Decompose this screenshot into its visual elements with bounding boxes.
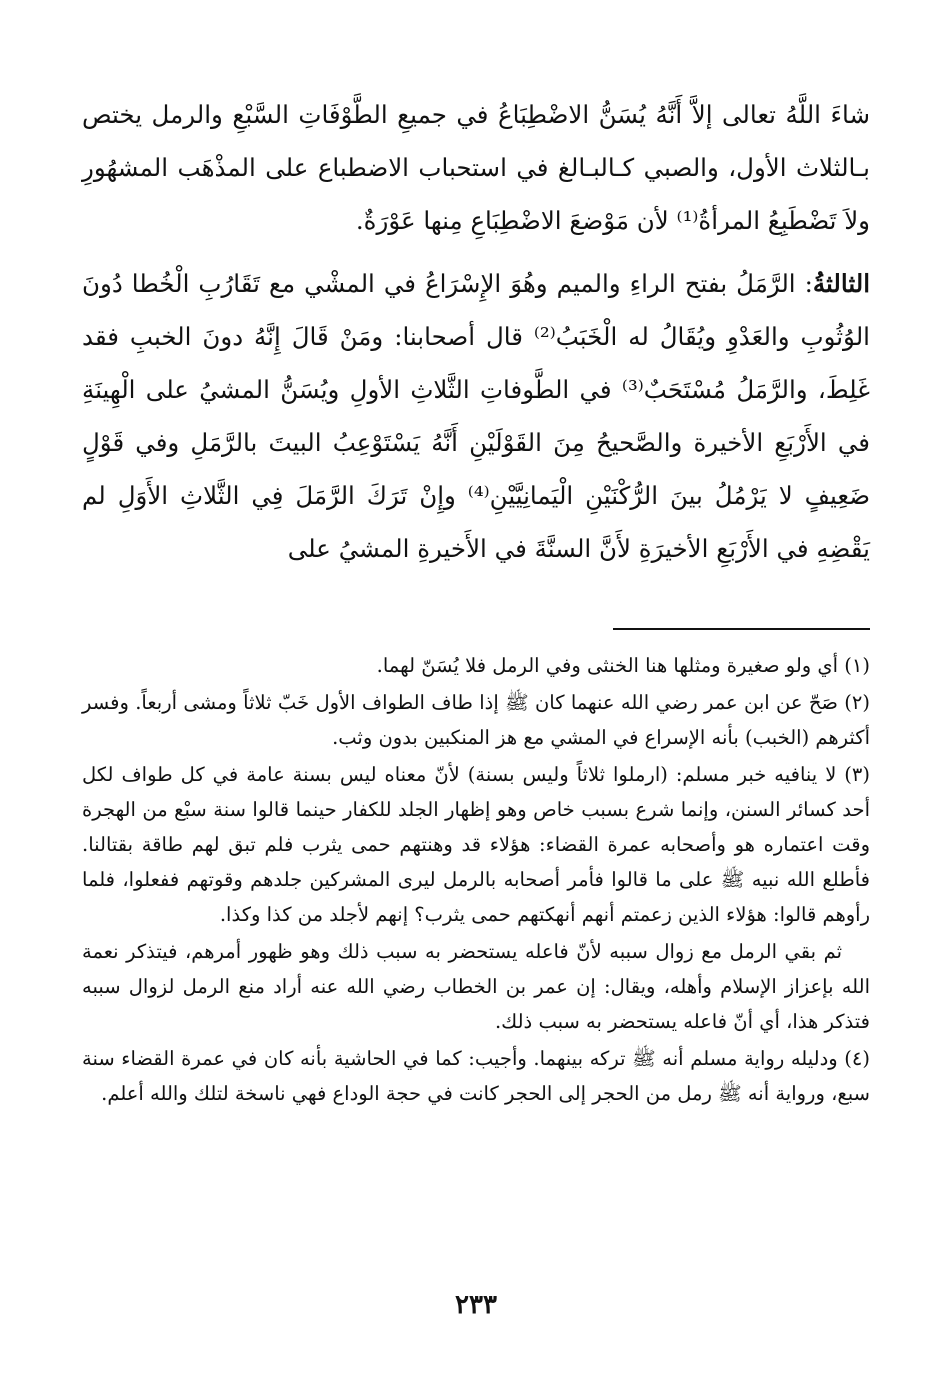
footnote-2: (٢) صَحّ عن ابن عمر رضي الله عنهما كان ﷺ إذا طاف الطواف الأول خَبّ ثلاثاً ومشى أربعاً. وفسر أكثرهم (الخبب) بأنه الإسراع في المشي مع هز المنكبين بدون وثب. <box>82 691 870 749</box>
main-paragraph-1: شاءَ اللَّهُ تعالى إلاَّ أَنَّهُ يُسَنُّ الاضْطِبَاعُ في جميعِ الطَّوْفَاتِ السَّبْعِ والرمل يختص بـالثلاث الأول، والصبي كـالبـالغ في استحباب الاضطباع على المذْهَب المشهُورِ ولاَ تَضْطَبِعُ المرأةُ⁽¹⁾ لأن مَوْضعَ الاضْطِبَاعِ مِنها عَوْرَةٌ. <box>82 100 870 235</box>
page-number: ٢٣٣ <box>455 1290 497 1320</box>
main-paragraph-2 <box>82 257 870 575</box>
footnote-3: (٣) لا ينافيه خبر مسلم: (ارملوا ثلاثاً وليس بسنة) لأنّ معناه ليس بسنة عامة في كل طواف لكل أحد كسائر السنن، وإنما شرع بسبب خاص وهو إظهار الجلد للكفار حينما قالوا سنة سبْع من الهجرة وقت اعتماره هو وأصحابه عمرة القضاء: هؤلاء قد وهنتهم حمى يثرب فلم تبق لهم طاقة بقتالنا. فأطلع الله نبيه ﷺ على ما قالوا فأمر أصحابه بالرمل ليرى المشركين جلدهم وقوتهم ففعلوا، فلما رأوهم قالوا: هؤلاء الذين زعمتم أنهم أنهكتهم حمى يثرب؟ إنهم لأجلد من كذا وكذا. <box>82 763 870 926</box>
footnote-1: (١) أي ولو صغيرة ومثلها هنا الخنثى وفي الرمل فلا يُسَنّ لهما. <box>376 654 870 677</box>
footnote-4: (٤) ودليله رواية مسلم أنه ﷺ تركه بينهما. وأجيب: كما في الحاشية بأنه كان في عمرة القضاء سنة سبع، ورواية أنه ﷺ رمل من الحجر إلى الحجر كانت في حجة الوداع فهي ناسخة لتلك والله أعلم. <box>82 1047 870 1105</box>
footnote-divider <box>613 628 870 630</box>
footnote-3-continued: ثم بقي الرمل مع زوال سببه لأنّ فاعله يستحضر به سبب ذلك وهو ظهور أمرهم، فيتذكر نعمة الله بإعزاز الإسلام وأهله، ويقال: إن عمر بن الخطاب رضي الله عنه أراد منع الرمل لزوال سببه فتذكر هذا، أي أنّ فاعله يستحضر به سبب ذلك. <box>82 940 870 1033</box>
paragraph-heading: الثالثةُ <box>812 269 870 298</box>
footnotes <box>82 648 870 1113</box>
paragraph-body: : الرَّمَلُ بفتح الراءِ والميم وهُوَ الإِسْرَاعُ في المشْي مع تَقَارُبِ الْخُطا دُونَ الوُثُوبِ والعَدْوِ ويُقَالُ له الْخَبَبُ⁽²⁾ قال أصحابنا: ومَنْ قَالَ إِنَّهُ دونَ الخببِ فقد غَلِطَ، والرَّمَلُ مُسْتَحَبٌ⁽³⁾ في الطَّوفاتِ الثَّلاثِ الأولِ ويُسَنُّ المشيُ على الْهِينَةِ في الأَرْبَعِ الأخيرة والصَّحيحُ مِنَ القَوْلَيْنِ أَنَّهُ يَسْتَوْعِبُ البيتَ بالرَّمَلِ وفي قَوْلٍ ضَعِيفٍ لا يَرْمُلُ بينَ الرُّكْنَيْنِ الْيَمانِيَّيْنِ⁽⁴⁾ وإِنْ تَرَكَ الرَّمَلَ فِي الثَّلاثِ الأَوَلِ لم يَقْضِهِ في الأَرْبَعِ الأخيرَةِ لأَنَّ السنَّةَ في الأَخيرةِ المشيُ على <box>82 269 870 563</box>
book-page <box>82 88 870 1383</box>
